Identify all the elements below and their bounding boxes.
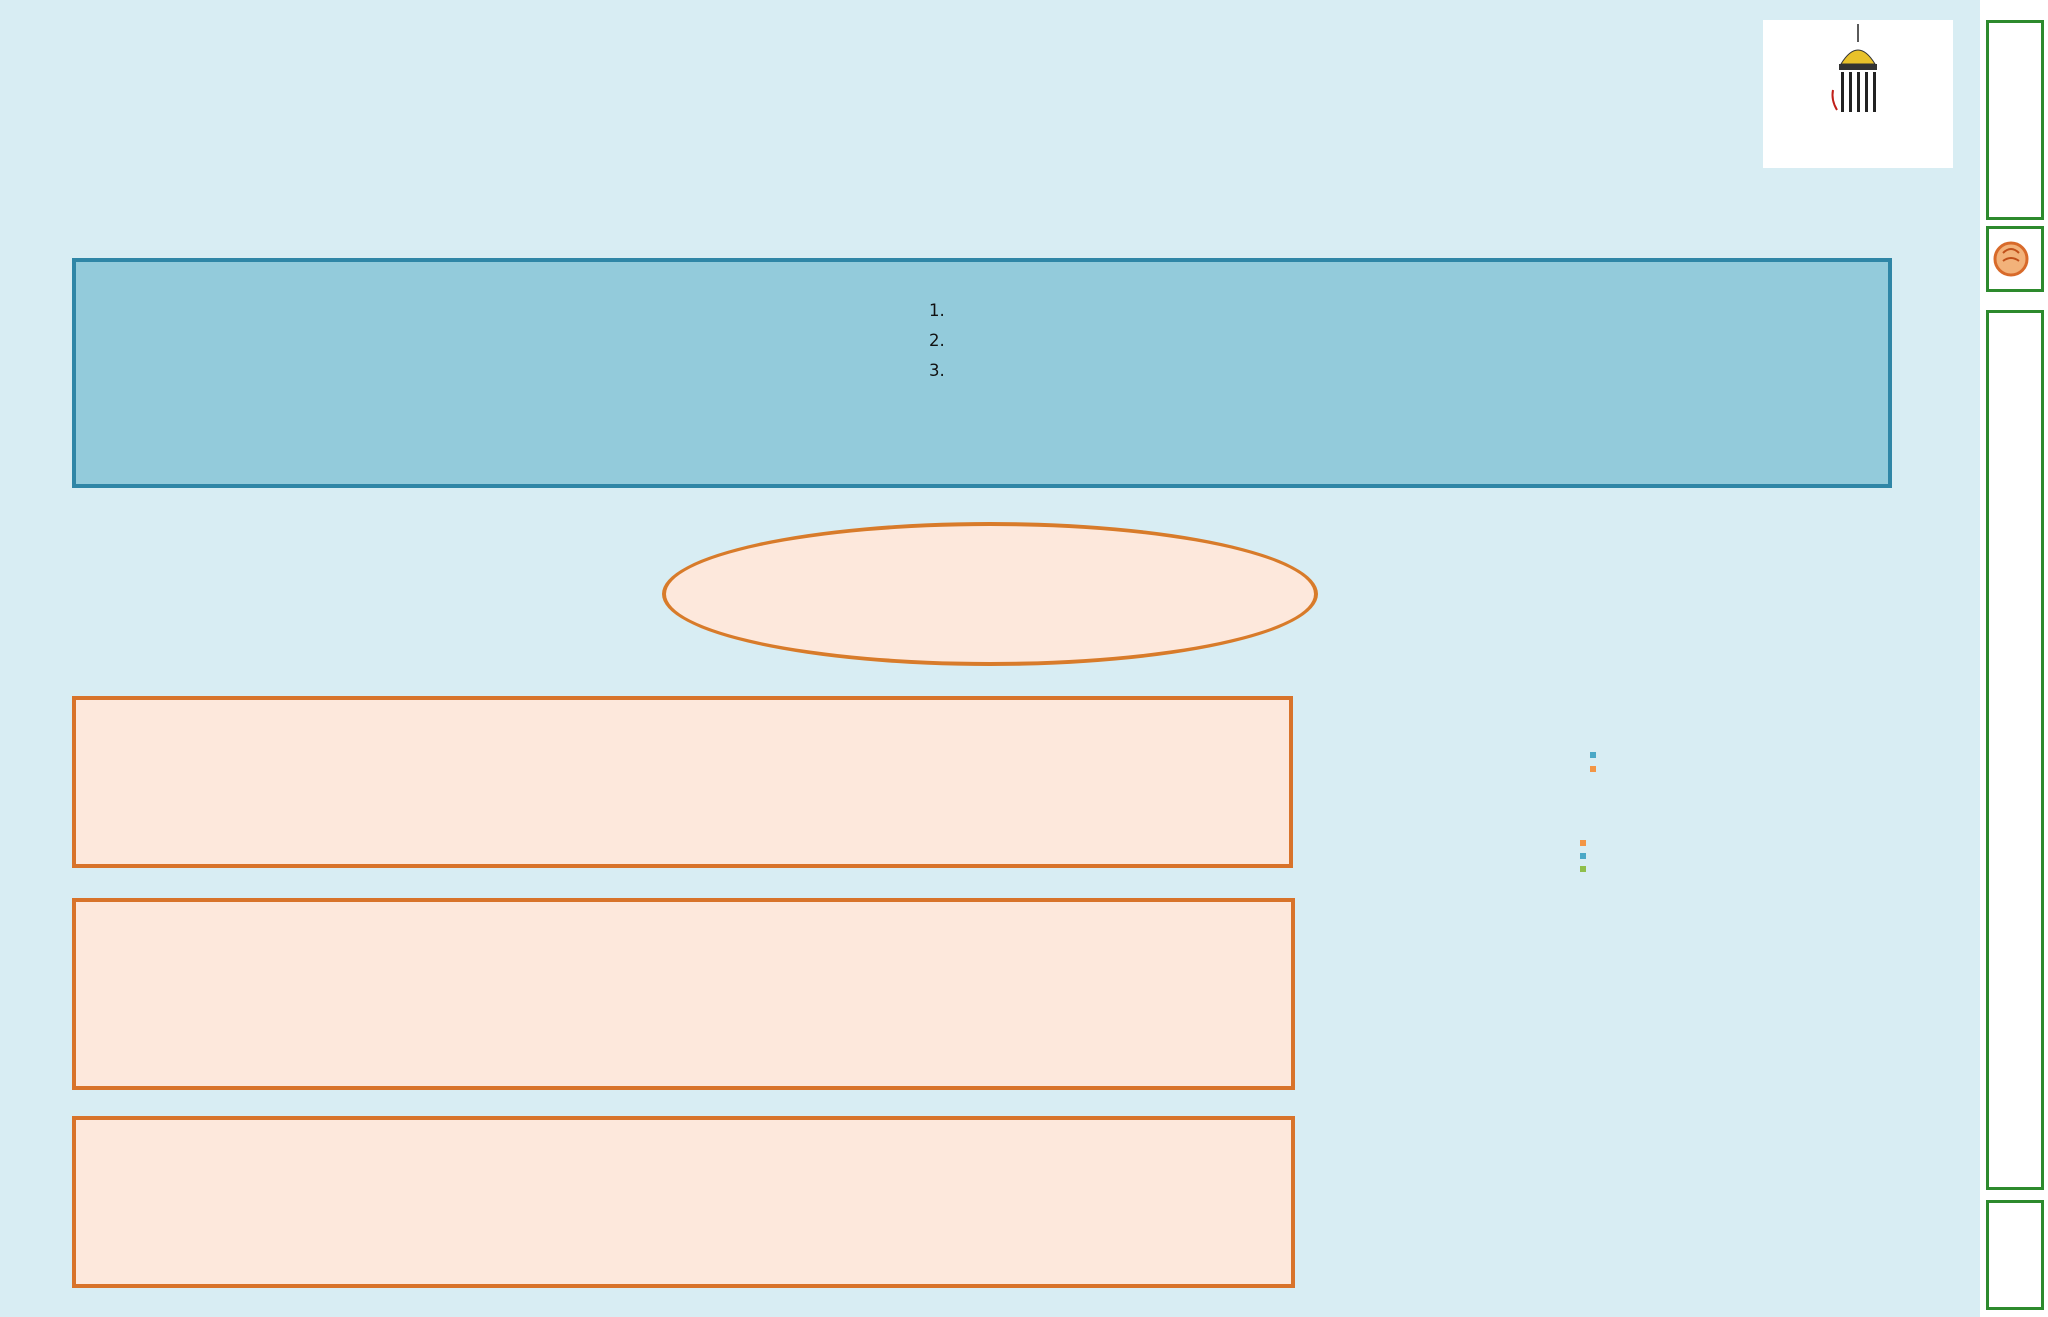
legend-swatch-subclinico [1580,853,1586,859]
relation-list [910,296,1870,386]
hospital-logo [1763,20,1953,168]
list-item [950,296,1870,326]
pie-charts [1330,660,1950,920]
list-item [950,356,1870,386]
bar-chart [1420,948,1860,1158]
code-box [1986,1200,2044,1310]
objective-oval [662,522,1318,666]
brain-icon [1989,229,2041,289]
brand-box [1986,20,2044,220]
legend-swatch-hombres [1590,752,1596,758]
references-left [1335,1178,1630,1184]
society-logo-box [1986,226,2044,292]
methods-panel [72,696,1293,868]
results-panel [72,898,1295,1090]
introduction-panel [72,258,1892,488]
legend-swatch-no-insomnio [1580,866,1586,872]
legend-swatch-moderado [1580,840,1586,846]
session-info-box [1986,310,2044,1190]
session-sidebar [1980,0,2048,1317]
legend-swatch-mujeres [1590,766,1596,772]
list-item [950,326,1870,356]
conclusions-panel [72,1116,1295,1288]
dome-icon [1763,20,1953,124]
